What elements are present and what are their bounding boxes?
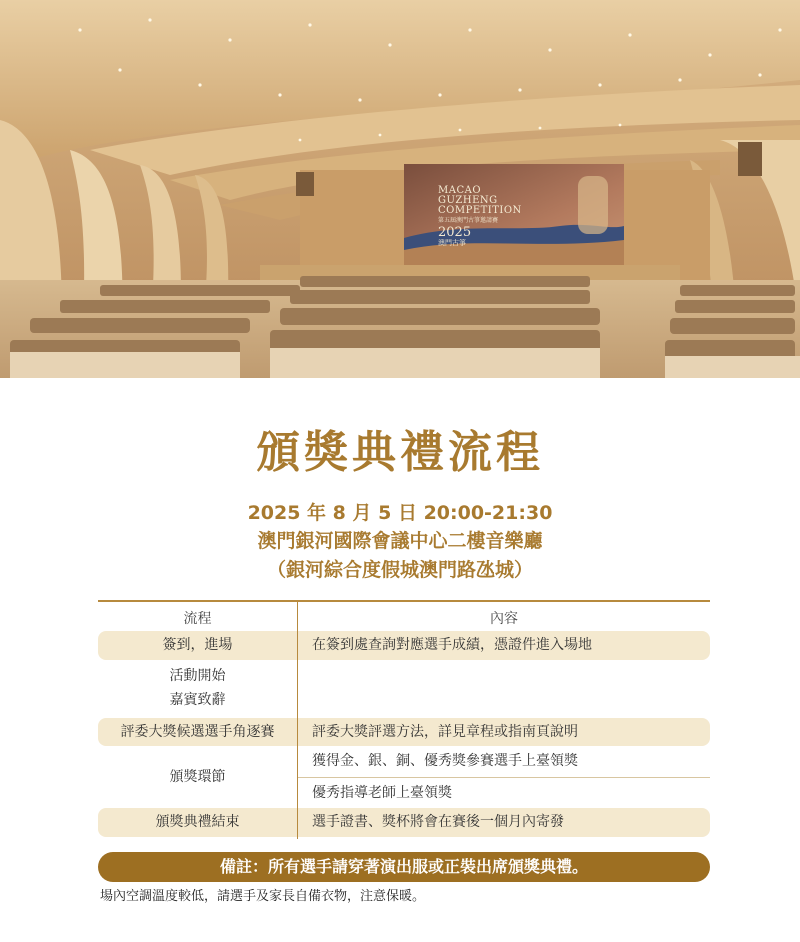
row4-process: 頒獎環節 [169,769,226,785]
row2-process-a: 活動開始 [169,668,226,684]
screen-line-competition: COMPETITION [438,205,522,216]
concert-hall-photo [0,0,800,378]
table-row [98,808,710,837]
row5-content: 選手證書、獎杯將會在賽後一個月內寄發 [312,814,564,830]
row3-process: 評委大獎候選選手角逐賽 [120,724,275,740]
row5-process: 頒獎典禮結束 [155,814,240,830]
table-row [98,718,710,746]
row3-content: 評委大獎評選方法，詳見章程或指南頁說明 [312,724,578,740]
table-top-rule [98,600,710,602]
screen-line-logo: 澳門古箏 [438,239,466,247]
row1-content: 在簽到處查詢對應選手成績，憑證件進入場地 [312,637,592,653]
screen-line-chinese: 第五屆澳門古箏邀請賽 [438,217,499,224]
concert-hall-illustration [0,0,800,378]
screen-logo-text [438,186,558,247]
table-row [98,664,710,712]
screen-line-year: 2025 [438,225,472,240]
row4-content-a: 獲得金、銀、銅、優秀獎參賽選手上臺領獎 [312,753,578,769]
event-venue: 澳門銀河國際會議中心二樓音樂廳 [257,530,543,552]
row1-process: 簽到，進場 [162,637,233,653]
row2-process-b: 嘉賓致辭 [169,692,226,708]
dress-code-note: 備註：所有選手請穿著演出服或正裝出席頒獎典禮。 [98,852,710,882]
table-header-row [98,608,710,630]
header-process: 流程 [183,611,212,627]
screen-line-macao: MACAO [438,185,482,196]
table-row [98,631,710,660]
screen-line-guzheng: GUZHENG [438,195,498,206]
row4-divider [298,777,710,778]
page-title: 頒獎典禮流程 [256,427,544,478]
footnote: 場內空調溫度較低，請選手及家長自備衣物，注意保暖。 [100,889,426,904]
event-info [0,500,800,584]
row4-content-b: 優秀指導老師上臺領獎 [312,785,452,801]
event-datetime: 2025 年 8 月 5 日 20:00-21:30 [247,502,553,524]
header-content: 內容 [490,611,518,627]
event-venue-detail: （銀河綜合度假城澳門路氹城） [266,559,533,581]
table-column-divider [297,602,298,839]
